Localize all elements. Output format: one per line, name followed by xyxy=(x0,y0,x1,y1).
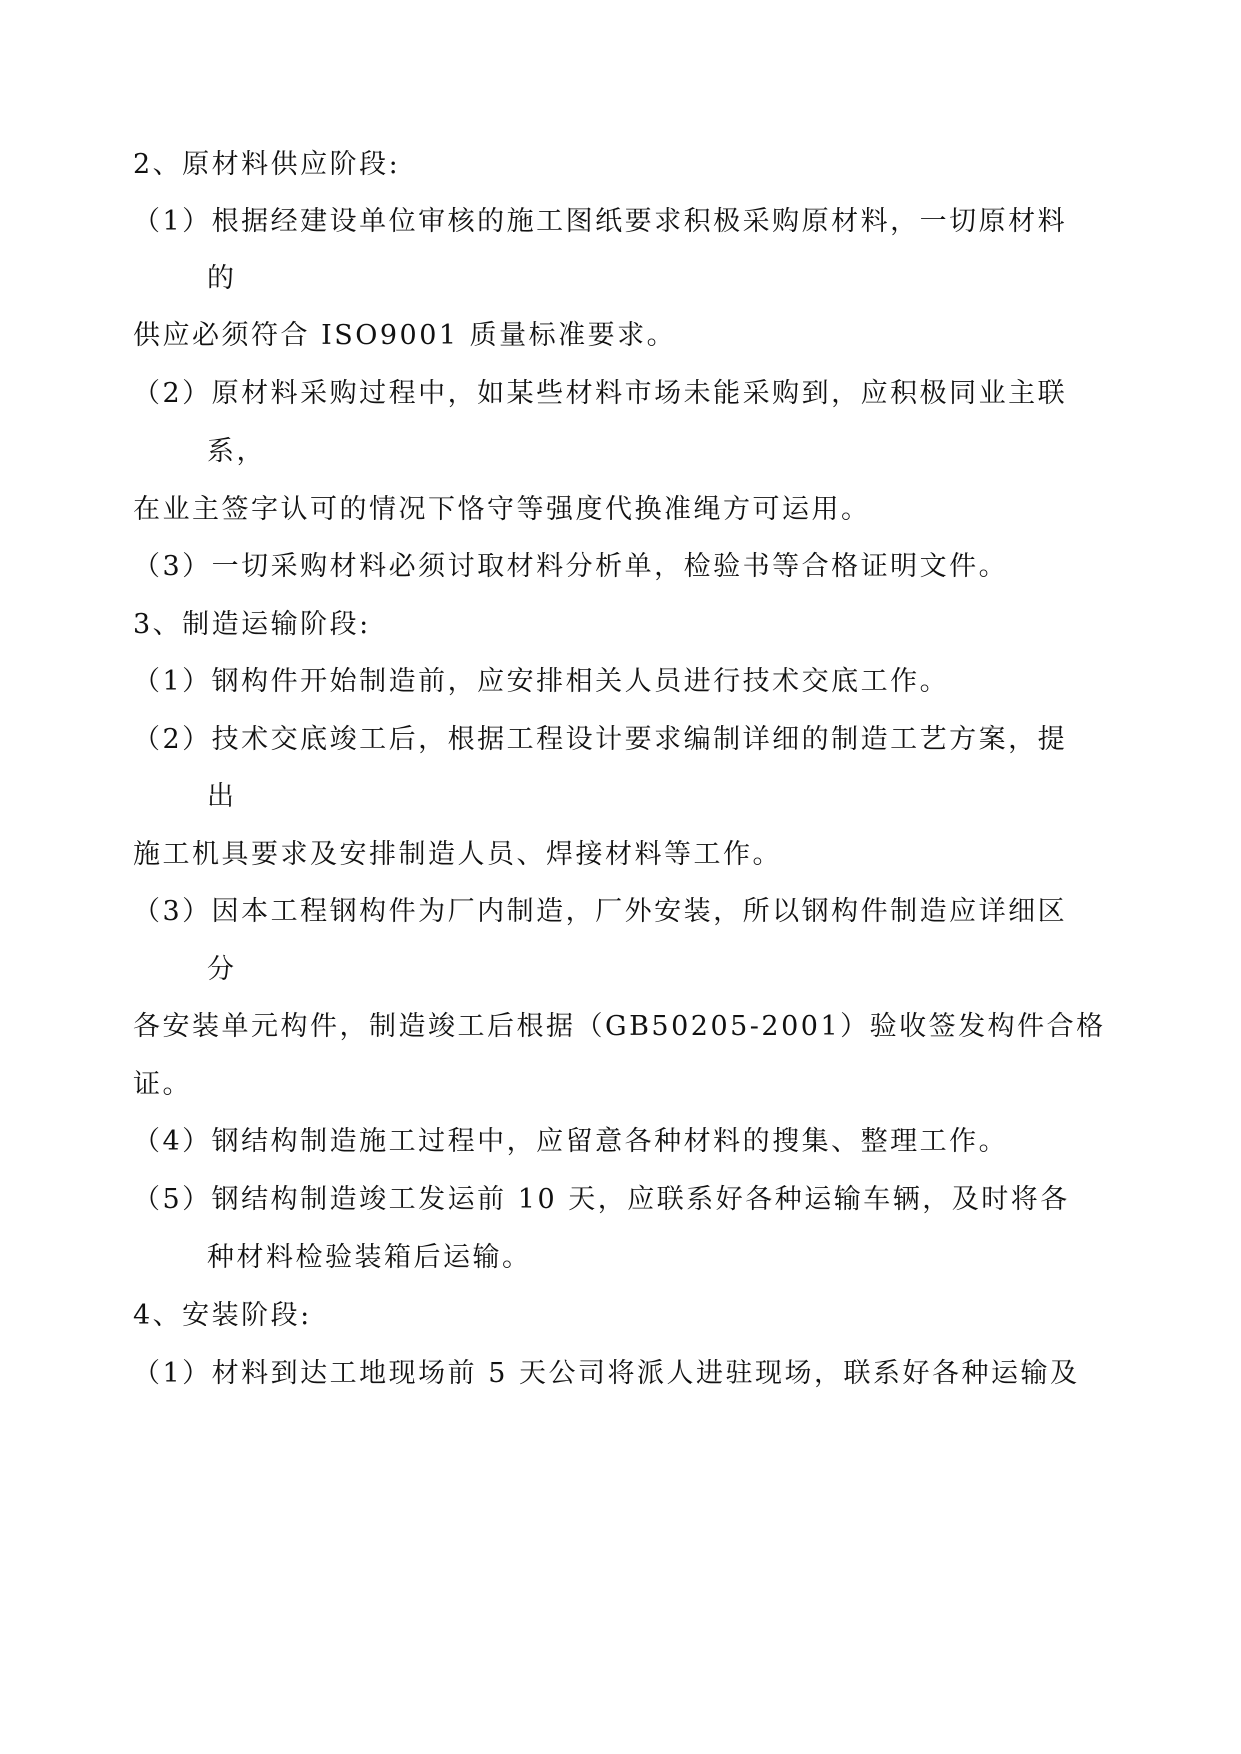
section-heading-manufacturing-transport: 3、制造运输阶段: xyxy=(133,609,371,640)
list-item-text: （1）根据经建设单位审核的施工图纸要求积极采购原材料，一切原材料 xyxy=(133,206,1068,237)
list-item-text: （1）钢构件开始制造前，应安排相关人员进行技术交底工作。 xyxy=(133,666,950,697)
paragraph-line: 供应必须符合 ISO9001 质量标准要求。 xyxy=(133,320,677,351)
list-item-text: （2）原材料采购过程中，如某些材料市场未能采购到，应积极同业主联 xyxy=(133,378,1068,409)
list-item-text: （5）钢结构制造竣工发运前 10 天，应联系好各种运输车辆，及时将各 xyxy=(133,1184,1070,1215)
list-item-text: （3）因本工程钢构件为厂内制造，厂外安装，所以钢构件制造应详细区 xyxy=(133,896,1068,927)
paragraph-line: 各安装单元构件，制造竣工后根据（GB50205-2001）验收签发构件合格 xyxy=(133,1011,1106,1042)
list-item-text: （2）技术交底竣工后，根据工程设计要求编制详细的制造工艺方案，提 xyxy=(133,724,1068,755)
list-item-continuation: 的 xyxy=(207,263,237,294)
list-item-continuation: 出 xyxy=(207,781,237,812)
list-item-continuation: 分 xyxy=(207,954,237,985)
list-item-continuation: 系， xyxy=(207,436,266,467)
paragraph-line: 在业主签字认可的情况下恪守等强度代换准绳方可运用。 xyxy=(133,494,871,525)
paragraph-line: 施工机具要求及安排制造人员、焊接材料等工作。 xyxy=(133,839,782,870)
list-item-text: （3）一切采购材料必须讨取材料分析单，检验书等合格证明文件。 xyxy=(133,551,1009,582)
list-item-continuation: 种材料检验装箱后运输。 xyxy=(207,1242,532,1273)
paragraph-line: 证。 xyxy=(133,1069,192,1100)
list-item-text: （4）钢结构制造施工过程中，应留意各种材料的搜集、整理工作。 xyxy=(133,1126,1009,1157)
section-heading-installation: 4、安装阶段: xyxy=(133,1300,312,1331)
list-item-text: （1）材料到达工地现场前 5 天公司将派人进驻现场，联系好各种运输及 xyxy=(133,1358,1080,1389)
section-heading-raw-material-supply: 2、原材料供应阶段: xyxy=(133,149,401,180)
